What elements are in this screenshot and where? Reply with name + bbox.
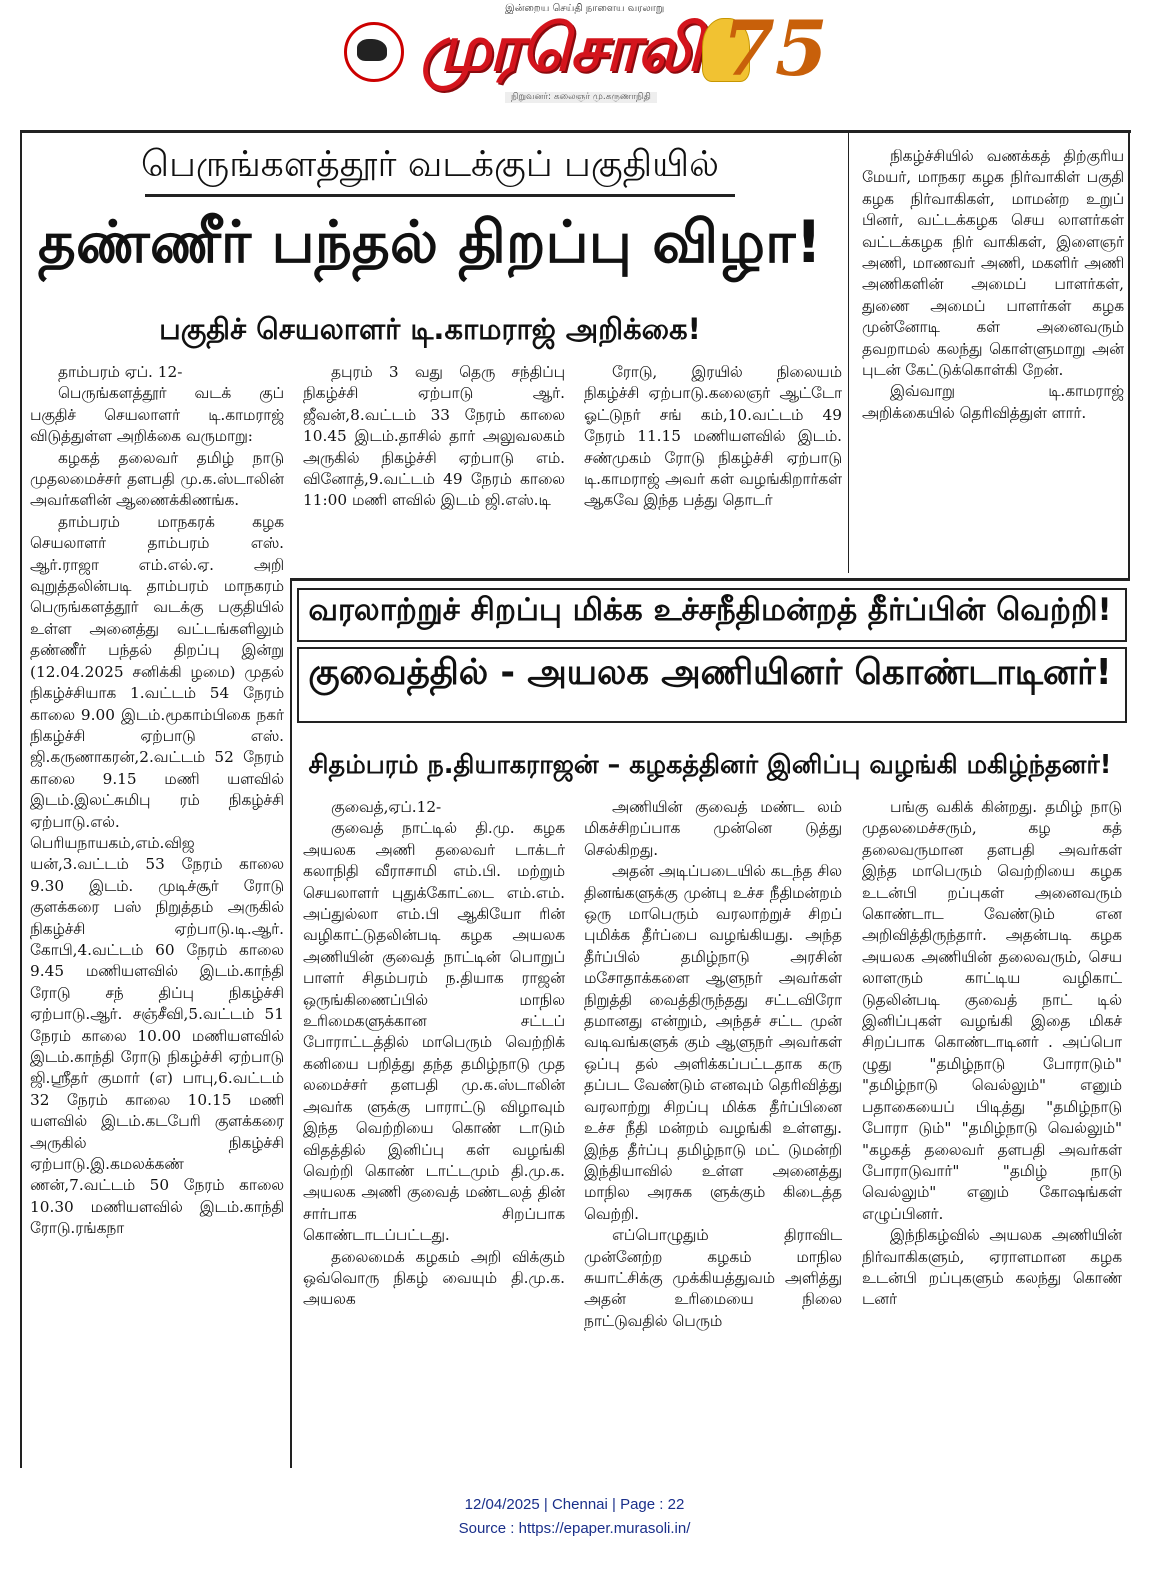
article2-column-2 [584, 797, 842, 1463]
footer-source-link[interactable]: Source : https://epaper.murasoli.in/ [458, 1520, 691, 1537]
rising-sun-emblem-icon [344, 22, 404, 82]
article-paragraph: தாம்பரம் ஏப். 12- [58, 363, 183, 381]
article-paragraph: அதன் அடிப்படையில் கடந்த சில தினங்களுக்கு முன்பு உச்ச நீதிமன்றம் ஒரு மாபெரும் வரலாற்றுச் சிறப் புமிக்க தீர்ப்பை வழங்கியது. அந்த தீர்ப்பில் தமிழ்நாடு அரசின் மசோதாக்களை ஆளுநர் அவர்கள் நிறுத்தி வைத்திருந்தது சட்டவிரோ தமானது என்றும், அந்தச் சட்ட முன் வடிவங்களுக் கும் ஆளுநர் அவர்கள் ஒப்பு தல் அளிக்கப்பட்டதாக கரு தப்பட வேண்டும் எனவும் தெரிவித்து வரலாற்று சிறப்பு மிக்க தீர்ப்பினை உச்ச நீதி மன்றம் வழங்கி உள்ளது. இந்த தீர்ப்பு தமிழ்நாடு மட் டுமன்றி இந்தியாவில் உள்ள அனைத்து மாநில அரசுக ளுக்கும் கிடைத்த வெற்றி. [584, 862, 842, 1223]
article2-headline: குவைத்தில் - அயலக அணியினர் கொண்டாடினர்! [308, 652, 1112, 693]
masthead-tagline: இன்றைய செய்தி நாளைய வரலாறு [505, 3, 665, 14]
article-paragraph: அணியின் குவைத் மண்ட லம் மிகச்சிறப்பாக முன்னெ டுத்து செல்கிறது. [584, 798, 842, 859]
article2-column-1 [303, 797, 565, 1463]
article1-column-2 [303, 362, 565, 574]
newspaper-logo: முரசொலி [420, 12, 700, 86]
article1-kicker: பெருங்களத்தூர் வடக்குப் பகுதியில் [141, 144, 719, 185]
column-divider [848, 133, 849, 573]
top-rule [20, 130, 1131, 133]
footer-dateline: 12/04/2025 | Chennai | Page : 22 [464, 1496, 685, 1513]
article-paragraph: ரோடு, இரயில் நிலையம் நிகழ்ச்சி ஏற்பாடு.கலைஞர் ஆட்டோ ஓட்டுநர் சங் கம்,10.வட்டம் 49 நேரம் 11.15 மணியளவில் இடம். சண்முகம் ரோடு நிகழ்ச்சி ஏற்பாடு டி.காமராஜ் அவர் கள் வழங்கிறார்கள் ஆகவே இந்த பத்து தொடர் [584, 363, 842, 510]
article-paragraph: எப்பொழுதும் திராவிட முன்னேற்ற கழகம் மாநில சுயாட்சிக்கு முக்கியத்துவம் அளித்து அதன் உரிமையை நிலை நாட்டுவதில் பெரும் [584, 1226, 842, 1330]
right-rule [1128, 130, 1130, 580]
article-paragraph: பங்கு வகிக் கின்றது. தமிழ் நாடு முதலமைச்சரும், கழ கத் தலைவருமான தளபதி அவர்கள் இந்த மாபெரும் வெற்றியை கழக உடன்பி றப்புகள் அனைவரும் கொண்டாட வேண்டும் என அறிவித்திருந்தார். அதன்படி கழக அயலக அணியின் தலைவரும், செய லாளரும் காட்டிய வழிகாட் டுதலின்படி குவைத் நாட் டில் இனிப்புகள் வழங்கி இதை மிகச் சிறப்பாக கொண்டாடினர் . அப்பொ ழுது "தமிழ்நாடு போராடும்" "தமிழ்நாடு வெல்லும்" எனும் பதாகையைப் பிடித்து "தமிழ்நாடு போரா டும்" "தமிழ்நாடு வெல்லும்" "கழகத் தலைவர் தளபதி அவர்கள் போராடுவார்" "தமிழ் நாடு வெல்லும்" எனும் கோஷங்கள் எழுப்பினர். [862, 798, 1122, 1223]
article-paragraph: இந்நிகழ்வில் அயலக அணியின் நிர்வாகிகளும், ஏராளமான கழக உடன்பி றப்புகளும் கலந்து கொண் டனர் [862, 1226, 1122, 1309]
article2-left-rule [290, 578, 292, 1468]
article-paragraph: பெருங்களத்தூர் வடக் குப் பகுதிச் செயலாளர் டி.காமராஜ் விடுத்துள்ள அறிக்கை வருமாறு: [30, 384, 284, 446]
article-paragraph: கழகத் தலைவர் தமிழ் நாடு முதலமைச்சர் தளபதி மு.க.ஸ்டாலின் அவர்களின் ஆணைக்கிணங்க. [30, 448, 284, 510]
article-paragraph: இவ்வாறு டி.காமராஜ் அறிக்கையில் தெரிவித்துள் ளார். [862, 382, 1124, 422]
article-paragraph: தபுரம் 3 வது தெரு சந்திப்பு நிகழ்ச்சி ஏற்பாடு ஆர். ஜீவன்,8.வட்டம் 33 நேரம் காலை 10.45 இடம்.தாசில் தார் அலுவலகம் அருகில் நிகழ்ச்சி ஏற்பாடு எம். வினோத்,9.வட்டம் 49 நேரம் காலை 11:00 மணி ளவில் இடம் ஜி.எஸ்.டி [303, 363, 565, 510]
article-paragraph: நிகழ்ச்சியில் வணக்கத் திற்குரிய மேயர், மாநகர கழக நிர்வாகிள் பகுதி கழக நிர்வாகிகள், மாமன்ற உறுப் பினர், வட்டக்கழக செய லாளர்கள் வட்டக்கழக நிர் வாகிகள், இளைஞர் அணி, மாணவர் அணி, மகளிர் அணி அணிகளின் அமைப் பாளர்கள், துணை அமைப் பாளர்கள் கழக முன்னோடி கள் அனைவரும் தவறாமல் கலந்து கொள்ளுமாறு அன் புடன் கேட்டுக்கொள்கி றேன். [862, 147, 1124, 380]
kicker-underline [145, 194, 735, 197]
masthead-sub-caption: நிறுவனர்: கலைஞர் மு.கருணாநிதி [505, 92, 657, 103]
article1-column-4 [862, 146, 1124, 566]
article1-headline: தண்ணீர் பந்தல் திறப்பு விழா! [38, 208, 822, 276]
article-paragraph: குவைத்,ஏப்.12- [331, 798, 442, 816]
anniversary-badge: 75 [722, 4, 828, 93]
article-paragraph: தாம்பரம் மாநகரக் கழக செயலாளர் தாம்பரம் எஸ். ஆர்.ராஜா எம்.எல்.ஏ. அறி வுறுத்தலின்படி தாம்பரம் மாநகரம் பெருங்களத்தூர் வடக்கு பகுதியில் உள்ள அனைத்து வட்டங்களிலும் தண்ணீர் பந்தல் திறப்பு இன்று (12.04.2025 சனிக்கி ழமை) முதல் நிகழ்ச்சியாக 1.வட்டம் 54 நேரம் காலை 9.00 இடம்.மூகாம்பிகை நகர் நிகழ்ச்சி ஏற்பாடு எஸ். ஜி.கருணாகரன்,2.வட்டம் 52 நேரம் காலை 9.15 மணி யளவில் இடம்.இலட்சுமிபு ரம் நிகழ்ச்சி ஏற்பாடு.எல். பெரியநாயகம்,எம்.விஜ யன்,3.வட்டம் 53 நேரம் காலை 9.30 இடம். முடிச்சூர் ரோடு குளக்கரை பஸ் நிறுத்தம் அருகில் நிகழ்ச்சி ஏற்பாடு.டி.ஆர். கோபி,4.வட்டம் 60 நேரம் காலை 9.45 மணியளவில் இடம்.காந்தி ரோடு சந் திப்பு நிகழ்ச்சி ஏற்பாடு.ஆர். சஞ்சீவி,5.வட்டம் 51 நேரம் காலை 10.00 மணியளவில் இடம்.காந்தி ரோடு நிகழ்ச்சி ஏற்பாடு ஜி.ஸ்ரீதர் குமார் (எ) பாபு,6.வட்டம் 32 நேரம் காலை 10.15 மணி யளவில் இடம்.கடபேரி குளக்கரை அருகில் நிகழ்ச்சி ஏற்பாடு.இ.கமலக்கண் ணன்,7.வட்டம் 50 நேரம் காலை 10.30 மணியளவில் இடம்.காந்தி ரோடு.ரங்கநா [30, 512, 284, 1238]
article1-column-1 [30, 362, 284, 1462]
article2-kicker: வரலாற்றுச் சிறப்பு மிக்க உச்சநீதிமன்றத் தீர்ப்பின் வெற்றி! [308, 592, 1112, 628]
article2-top-rule [290, 578, 1130, 581]
article-paragraph: குவைத் நாட்டில் தி.மு. கழக அயலக அணி தலைவர் டாக்டர் கலாநிதி வீராசாமி எம்.பி. மற்றும் செயலாளர் புதுக்கோட்டை எம்.எம். அப்துல்லா எம்.பி ஆகியோ ரின் வழிகாட்டுதலின்படி கழக அயலக அணியின் குவைத் நாட்டின் பொறுப் பாளர் சிதம்பரம் ந.தியாக ராஜன் ஒருங்கிணைப்பில் மாநில உரிமைகளுக்கான சட்டப் போராட்டத்தில் மாபெரும் வெற்றிக் கனியை பறித்து தந்த தமிழ்நாடு முத லமைச்சர் தளபதி மு.க.ஸ்டாலின் அவர்க ளுக்கு பாராட்டு விழாவும் இந்த வெற்றியை கொண் டாடும் விதத்தில் இனிப்பு கள் வழங்கி வெற்றி கொண் டாட்டமும் தி.மு.க. அயலக அணி குவைத் மண்டலத் தின் சார்பாக சிறப்பாக கொண்டாடப்பட்டது. [303, 819, 565, 1245]
article2-subhead: சிதம்பரம் ந.தியாகராஜன் – கழகத்தினர் இனிப்பு வழங்கி மகிழ்ந்தனர்! [308, 750, 1112, 780]
left-rule [20, 130, 22, 1468]
article-paragraph: தலைமைக் கழகம் அறி விக்கும் ஒவ்வொரு நிகழ் வையும் தி.மு.க. அயலக [303, 1247, 565, 1309]
masthead [330, 0, 828, 112]
article1-column-3 [584, 362, 842, 574]
article2-column-3 [862, 797, 1122, 1463]
article1-subhead: பகுதிச் செயலாளர் டி.காமராஜ் அறிக்கை! [159, 312, 701, 346]
